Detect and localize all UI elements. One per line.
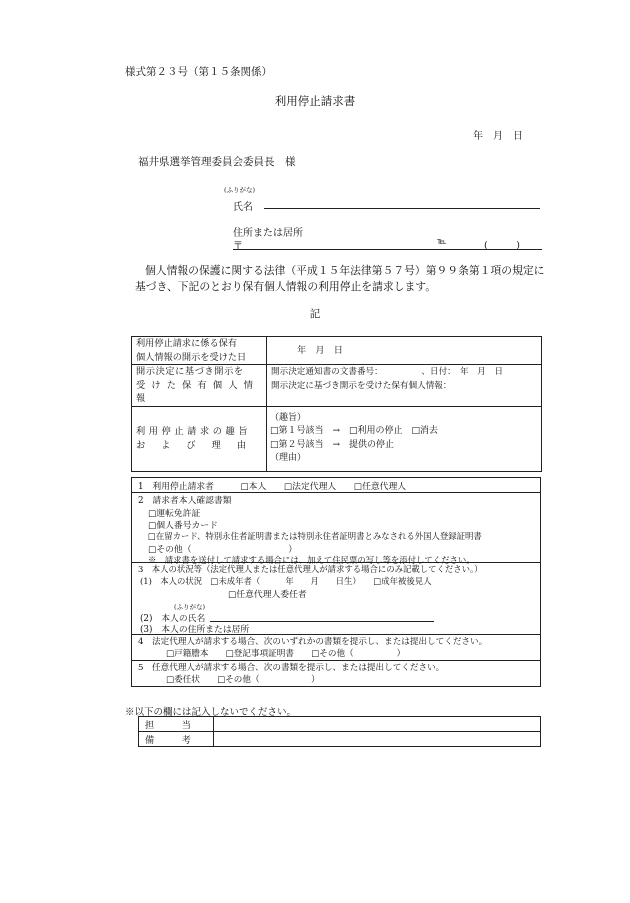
purpose-option-2[interactable]: □第２号該当 → 提供の停止 (270, 439, 395, 450)
section-1 (132, 478, 540, 493)
section-3 (132, 562, 540, 635)
phone-area-paren: ( ) (484, 240, 520, 251)
remarks-label: 備 考 (139, 732, 214, 747)
legal-agent-docs-title: 4 法定代理人が請求する場合、次のいずれかの書類を提示し、または提出してください。 (138, 637, 488, 647)
disclosure-date-label-line1: 利用停止請求に係る保有 (136, 338, 238, 349)
legal-agent-docs-options[interactable]: □戸籍謄本 □登記事項証明書 □その他（ ） (166, 649, 406, 659)
address-label: 住所または居所 (233, 228, 303, 239)
office-use-note: ※以下の欄には記入しないでください。 (125, 707, 297, 718)
principal-status-delegator[interactable]: □任意代理人委任者 (228, 590, 307, 600)
id-docs-title: 2 請求者本人確認書類 (138, 496, 232, 506)
name-label: 氏名 (233, 202, 253, 213)
purpose-heading: （趣旨） (270, 412, 307, 423)
purpose-label-line1: 利用停止請求の趣旨 (136, 426, 252, 437)
principal-status-title: 3 本人の状況等（法定代理人または任意代理人が請求する場合にのみ記載してください。） (138, 564, 483, 574)
disclosed-info-label-line1: 開示決定に基づき開示を (136, 366, 244, 377)
requester-info-box (131, 477, 541, 687)
form-title: 利用停止請求書 (274, 94, 356, 108)
disclosure-date-value[interactable] (267, 337, 542, 365)
disclosure-date-label (132, 337, 267, 365)
remarks-field (214, 732, 541, 747)
id-doc-mynumber[interactable]: □個人番号カード (148, 521, 218, 531)
principal-status-line[interactable]: (1) 本人の状況 □未成年者（ 年 月 日生） □成年被後見人 (140, 576, 432, 586)
section-5 (132, 660, 540, 686)
disclosure-date-text: 年 月 日 (297, 344, 343, 356)
principal-furigana-label: (ふりがな) (174, 603, 206, 611)
purpose-option-1[interactable]: □第１号該当 → □利用の停止 □消去 (270, 426, 439, 436)
form-number: 様式第２３号（第１５条関係） (125, 66, 272, 78)
section-2 (132, 492, 540, 563)
addressee: 福井県選挙管理委員会委員長 様 (138, 156, 296, 168)
disclosed-info-value[interactable] (267, 365, 542, 407)
ki-heading: 記 (309, 308, 321, 320)
request-details-table (131, 336, 542, 472)
name-field[interactable] (264, 208, 540, 209)
id-docs-note: ※ 請求書を送付して請求する場合には、加えて住民票の写し等を添付してください。 (148, 555, 475, 565)
voluntary-agent-docs-title: 5 任意代理人が請求する場合、次の書類を提示し、または提出してください。 (138, 663, 445, 673)
principal-name-label: (2) 本人の氏名 (140, 614, 206, 624)
section-4 (132, 634, 540, 661)
disclosed-info-line: 開示決定に基づき開示を受けた保有個人情報： (271, 380, 452, 391)
id-doc-other[interactable]: □その他（ ） (148, 545, 298, 555)
office-use-table (138, 716, 541, 747)
purpose-reason-value[interactable] (267, 406, 542, 471)
request-date: 年 月 日 (473, 131, 523, 142)
purpose-reason-label (132, 406, 267, 471)
voluntary-agent-docs-options[interactable]: □委任状 □その他（ ） (166, 675, 320, 685)
disclosure-date-label-line2: 個人情報の開示を受けた日 (136, 351, 247, 363)
staff-field (214, 717, 541, 732)
id-doc-license[interactable]: □運転免許証 (148, 509, 201, 519)
document-number-line: 開示決定通知書の文書番号： 、日付： 年 月 日 (271, 367, 504, 377)
reason-heading: （理由） (270, 453, 307, 463)
staff-label: 担 当 (139, 717, 214, 732)
name-furigana-label: (ふりがな) (224, 186, 256, 194)
requester-type-line[interactable]: 1 利用停止請求者 □本人 □法定代理人 □任意代理人 (138, 482, 407, 492)
purpose-label-line2: および理由 (136, 439, 262, 451)
request-statement: 個人情報の保護に関する法律（平成１５年法律第５７号）第９９条第１項の規定に基づき、下記のとおり保有個人情報の利用停止を請求します。 (135, 264, 545, 293)
phone-icon: ℡ (437, 237, 447, 247)
principal-address-label: (3) 本人の住所または居所 (140, 625, 250, 635)
address-field[interactable] (233, 249, 542, 250)
disclosed-info-label-line2: 受けた保有個人情報 (136, 379, 260, 404)
id-doc-residence-card[interactable]: □在留カード、特別永住者証明書または特別永住者証明書とみなされる外国人登録証明書 (148, 531, 482, 541)
disclosed-info-label (132, 365, 267, 407)
postal-mark: 〒 (233, 241, 243, 252)
